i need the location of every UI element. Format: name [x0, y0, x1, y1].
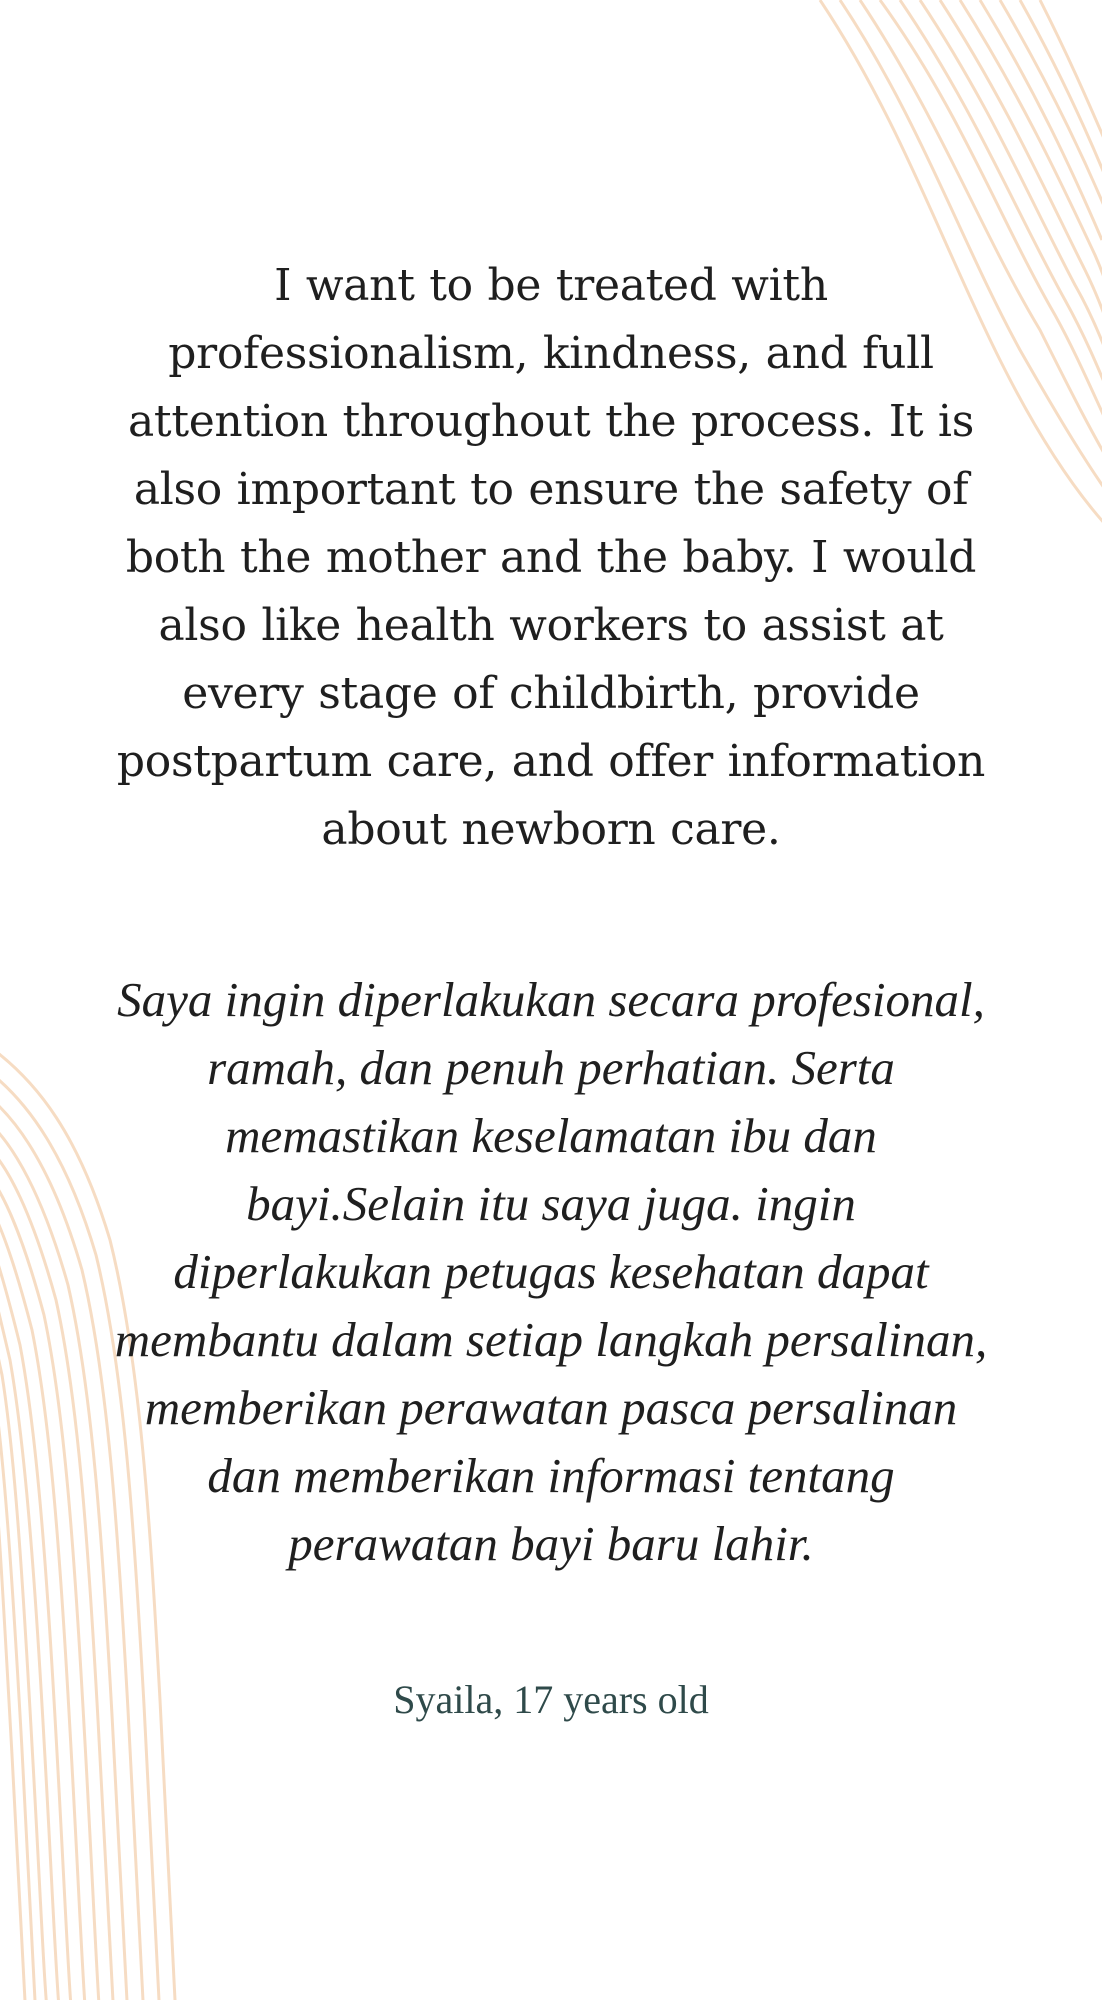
- english-quote: I want to be treated with professionalism, kindness, and full attention throughout the process. It is also important to ensure the safety of both the mother and the baby. I would also like health workers to assist at every stage of childbirth, provide postpartum care, and offer information about newborn care.: [116, 260, 986, 855]
- quote-attribution: Syaila, 17 years old: [393, 1677, 709, 1722]
- indonesian-quote: Saya ingin diperlakukan secara profesional, ramah, dan penuh perhatian. Serta memastikan keselamatan ibu dan bayi.Selain itu saya juga. ingin diperlakukan petugas kesehatan dapat membantu dalam setiap langkah persalinan, memberikan perawatan pasca persalinan dan memberikan informasi tentang perawatan bayi baru lahir.: [114, 972, 1000, 1571]
